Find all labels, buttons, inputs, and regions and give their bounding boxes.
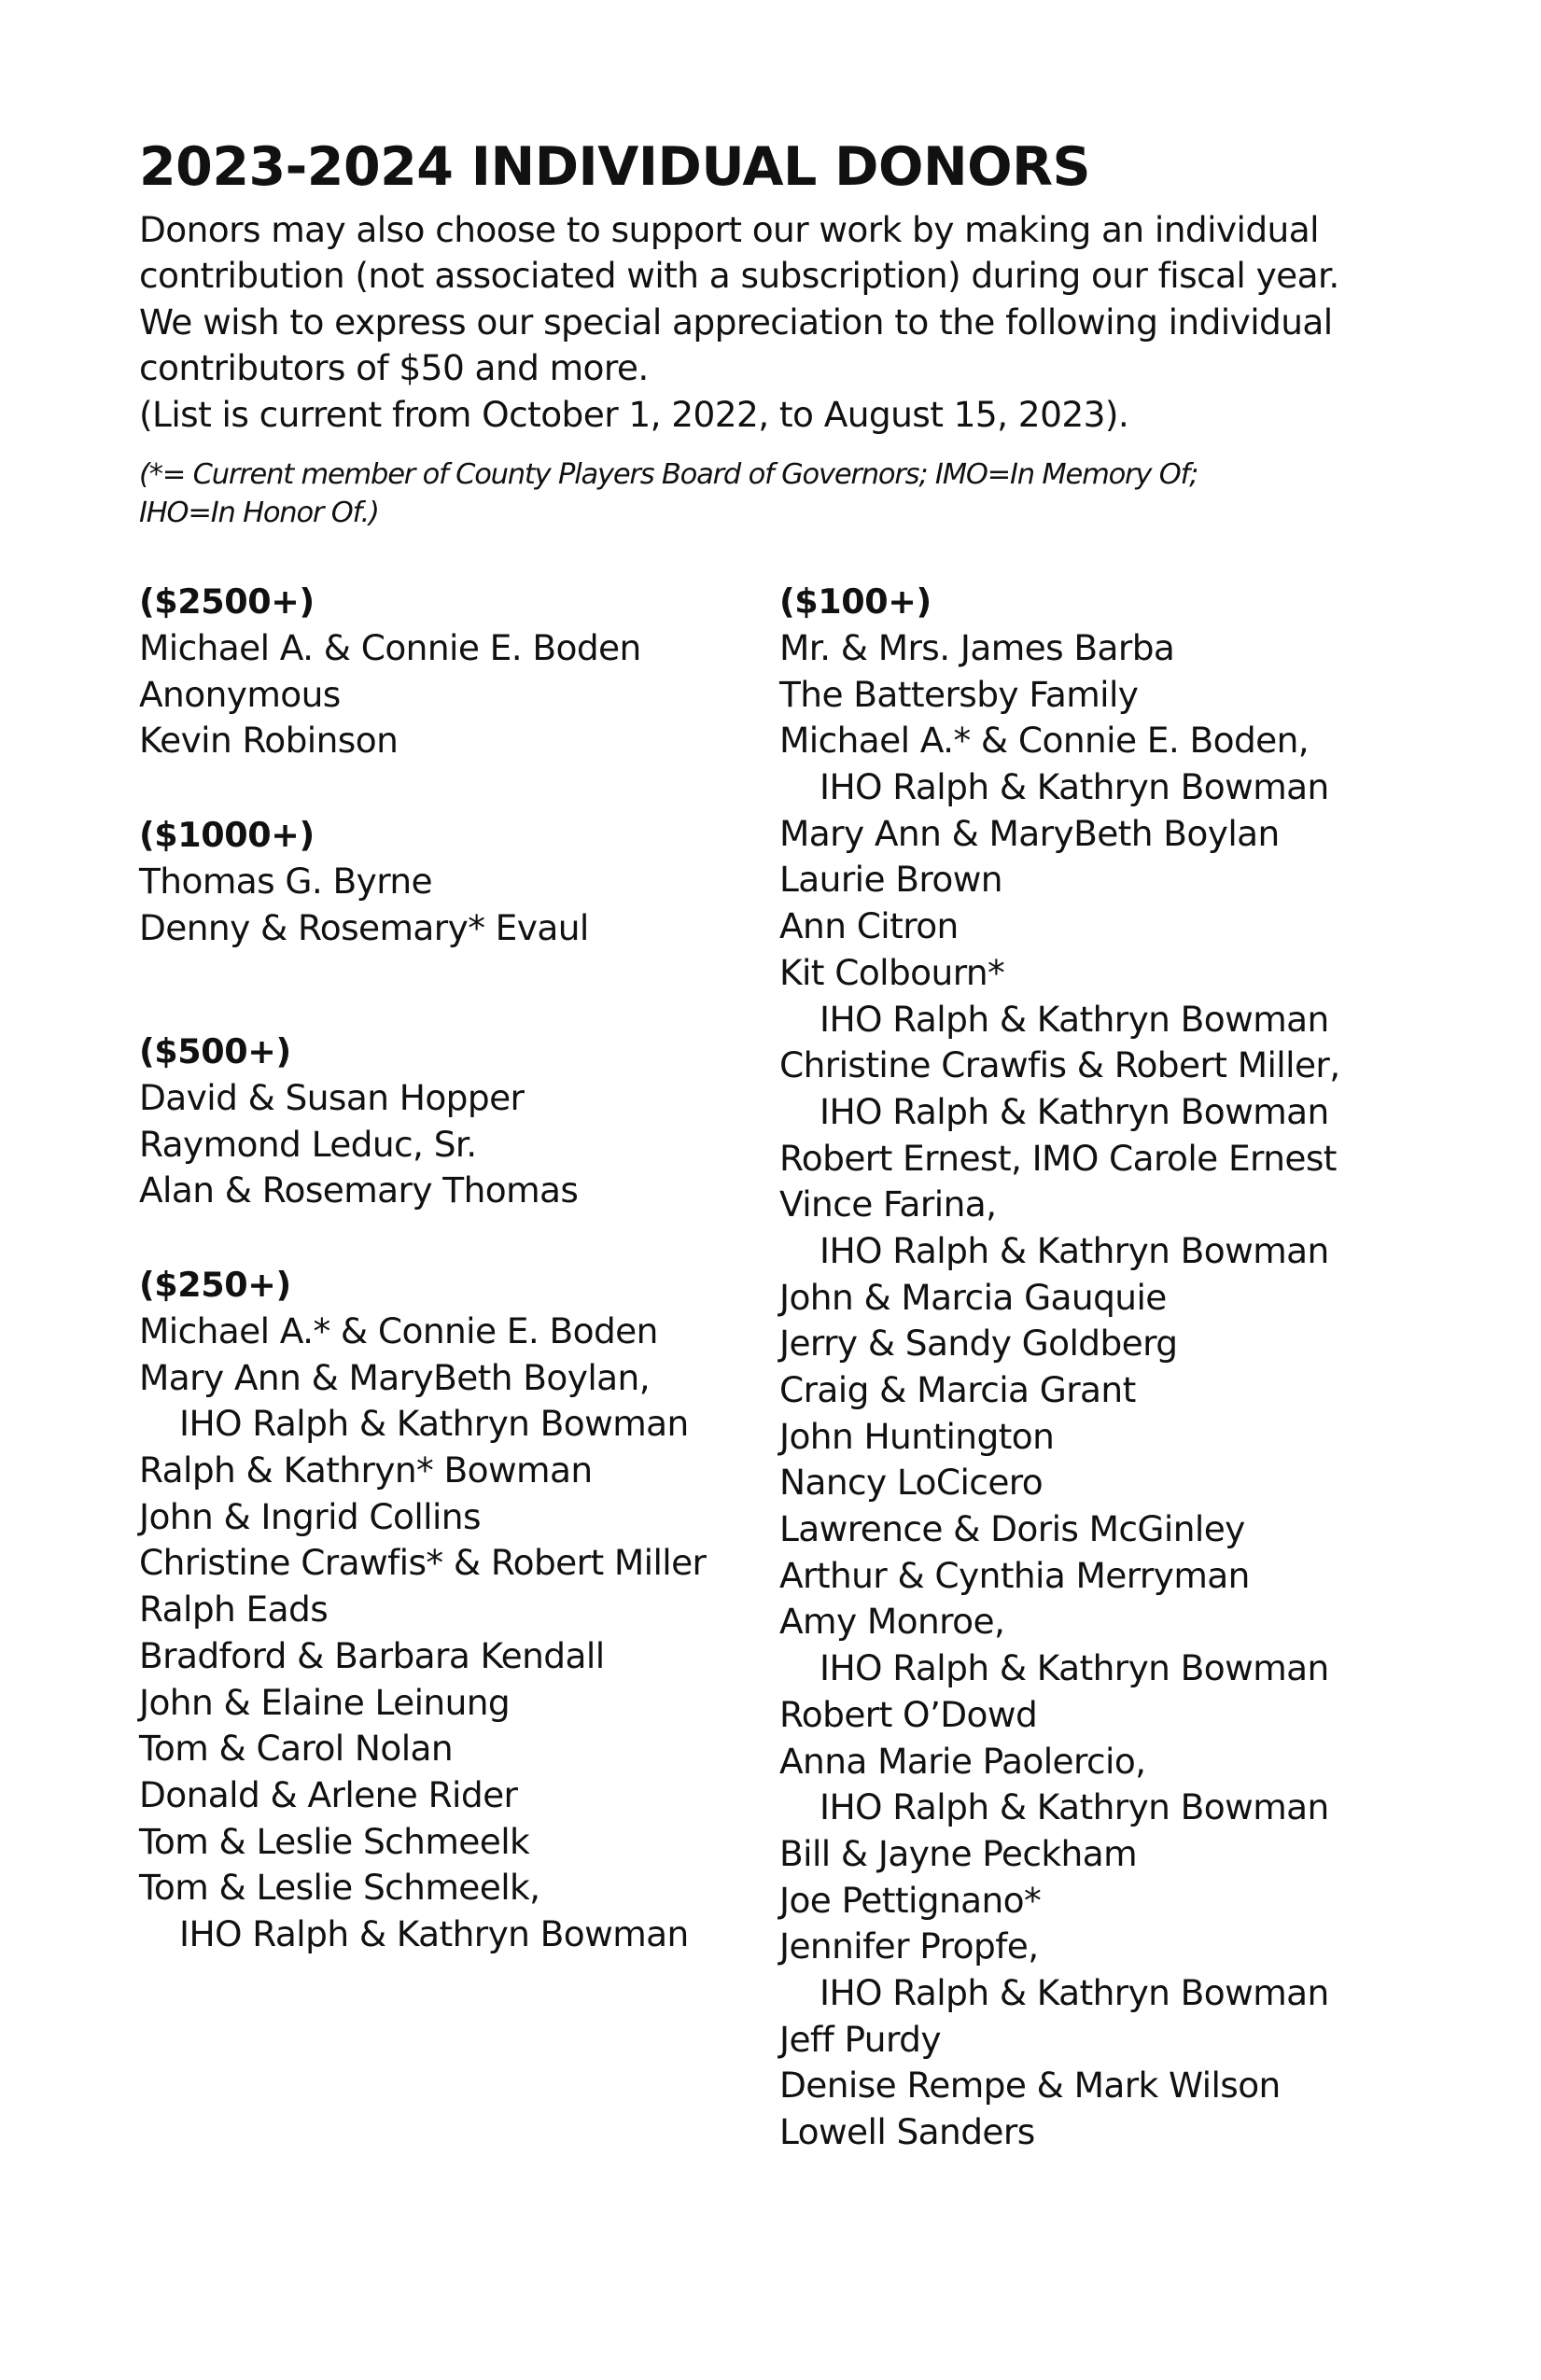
section-title: ($250+) (139, 1265, 291, 1305)
donor-name: Amy Monroe, (779, 1601, 1005, 1643)
donor-name: Vince Farina, (779, 1183, 997, 1225)
donor-entry (139, 1075, 578, 1122)
donor-entry (779, 672, 1340, 719)
honor-note: IHO Ralph & Kathryn Bowman (820, 998, 1329, 1040)
donor-name: Denny & Rosemary* Evaul (139, 906, 589, 948)
section-title: ($500+) (139, 1031, 291, 1071)
donor-name: Christine Crawfis* & Robert Miller (139, 1542, 707, 1584)
donor-entry (779, 1599, 1340, 1645)
donor-entry (139, 1726, 706, 1772)
donor-entry (139, 1680, 706, 1727)
donor-entry (779, 1553, 1340, 1600)
page-title: 2023-2024 INDIVIDUAL DONORS (139, 136, 1091, 198)
honor-note: IHO Ralph & Kathryn Bowman (820, 1786, 1329, 1828)
note-line: IHO=In Honor Of.) (139, 497, 379, 529)
donor-name: Michael A.* & Connie E. Boden, (779, 720, 1310, 762)
donor-entry-note (779, 1089, 1340, 1136)
honor-note: IHO Ralph & Kathryn Bowman (179, 1912, 689, 1954)
donor-entry (139, 1633, 706, 1680)
donor-name: Kit Colbourn* (779, 951, 1005, 993)
donor-name: Donald & Arlene Rider (139, 1773, 518, 1815)
donor-entry-note (779, 1645, 1340, 1692)
donor-name: Tom & Leslie Schmeelk, (139, 1867, 540, 1909)
donor-entry (779, 1182, 1340, 1228)
donor-entry (779, 903, 1340, 950)
donor-entry (139, 625, 641, 672)
donor-name: Alan & Rosemary Thomas (139, 1169, 579, 1211)
donor-entry (779, 718, 1340, 764)
donor-name: Michael A. & Connie E. Boden (139, 627, 641, 668)
donor-entry (779, 2063, 1340, 2109)
donor-name: Christine Crawfis & Robert Miller, (779, 1044, 1340, 1086)
donor-name: Bradford & Barbara Kendall (139, 1634, 605, 1676)
legend-note (139, 455, 1198, 532)
donor-name: John & Ingrid Collins (139, 1495, 481, 1537)
donor-name: Arthur & Cynthia Merryman (779, 1554, 1250, 1596)
donor-name: Robert O’Dowd (779, 1693, 1038, 1735)
section-1000 (139, 812, 589, 951)
section-100 (779, 579, 1340, 2156)
donor-entry (139, 1587, 706, 1633)
donor-entry (139, 1865, 706, 1911)
note-line: (*= Current member of County Players Board of Governors; IMO=In Memory Of; (139, 458, 1198, 491)
donor-entry-note (139, 1911, 706, 1958)
honor-note: IHO Ralph & Kathryn Bowman (820, 766, 1329, 808)
donor-name: Raymond Leduc, Sr. (139, 1123, 477, 1165)
donor-name: Joe Pettignano* (779, 1879, 1042, 1921)
donor-name: Robert Ernest, IMO Carole Ernest (779, 1137, 1337, 1179)
donor-name: Lowell Sanders (779, 2111, 1035, 2152)
donor-entry-note (139, 1401, 706, 1448)
donor-entry (779, 2017, 1340, 2064)
intro-line: We wish to express our special appreciation to the following individual (139, 301, 1333, 343)
donor-entry-note (779, 997, 1340, 1043)
donor-name: Thomas G. Byrne (139, 861, 432, 902)
donor-entry (779, 1136, 1340, 1183)
intro-line: Donors may also choose to support our work by making an individual (139, 209, 1319, 250)
donor-entry (139, 1772, 706, 1819)
donor-entry (779, 2109, 1340, 2156)
donor-entry (139, 1355, 706, 1402)
section-500 (139, 1029, 578, 1214)
donor-list (139, 1075, 578, 1214)
donor-entry (779, 1739, 1340, 1785)
donor-entry (779, 1506, 1340, 1553)
donor-entry (139, 905, 589, 952)
donor-entry (779, 857, 1340, 903)
donor-entry (779, 1924, 1340, 1970)
donor-entry (779, 811, 1340, 858)
donor-entry (779, 1878, 1340, 1925)
donor-entry (139, 859, 589, 905)
honor-note: IHO Ralph & Kathryn Bowman (820, 1090, 1329, 1132)
donor-entry (779, 950, 1340, 997)
intro-line: contributors of $50 and more. (139, 347, 649, 389)
donor-name: John & Elaine Leinung (139, 1681, 511, 1723)
honor-note: IHO Ralph & Kathryn Bowman (820, 1647, 1329, 1689)
donor-list (139, 625, 641, 764)
donor-entry (139, 1819, 706, 1866)
donor-list (779, 625, 1340, 2156)
donor-name: Michael A.* & Connie E. Boden (139, 1310, 658, 1351)
donor-entry (779, 625, 1340, 672)
honor-note: IHO Ralph & Kathryn Bowman (179, 1403, 689, 1445)
donor-entry-note (779, 764, 1340, 811)
donor-list (139, 859, 589, 951)
donor-name: Mary Ann & MaryBeth Boylan (779, 812, 1280, 854)
donor-entry (779, 1367, 1340, 1414)
donor-entry (779, 1275, 1340, 1322)
donor-entry (139, 672, 641, 719)
donor-name: Ralph Eads (139, 1589, 329, 1631)
donor-name: John & Marcia Gauquie (779, 1276, 1167, 1318)
donor-entry-note (779, 1228, 1340, 1275)
donor-entry (779, 1692, 1340, 1739)
donor-name: Mr. & Mrs. James Barba (779, 627, 1175, 668)
donor-name: Bill & Jayne Peckham (779, 1832, 1138, 1874)
donor-name: Jennifer Propfe, (779, 1925, 1039, 1967)
donor-name: Nancy LoCicero (779, 1462, 1044, 1504)
donor-entry (779, 1414, 1340, 1461)
donor-entry (139, 1122, 578, 1169)
donor-entry (779, 1831, 1340, 1878)
donor-name: Anonymous (139, 673, 341, 715)
donor-entry (779, 1460, 1340, 1506)
intro-line: (List is current from October 1, 2022, to August 15, 2023). (139, 393, 1129, 435)
donor-list (139, 1309, 706, 1958)
donor-name: Craig & Marcia Grant (779, 1369, 1136, 1410)
donor-name: Kevin Robinson (139, 720, 399, 762)
donor-name: Lawrence & Doris McGinley (779, 1508, 1245, 1550)
intro-line: contribution (not associated with a subscription) during our fiscal year. (139, 255, 1339, 297)
donor-name: Anna Marie Paolercio, (779, 1740, 1146, 1782)
donor-name: Laurie Brown (779, 859, 1002, 901)
donor-entry (779, 1043, 1340, 1089)
donor-name: Denise Rempe & Mark Wilson (779, 2065, 1281, 2107)
donor-name: John Huntington (779, 1415, 1055, 1457)
donor-entry-note (779, 1970, 1340, 2017)
donor-entry (139, 718, 641, 764)
donor-entry-note (779, 1785, 1340, 1831)
donor-entry (139, 1309, 706, 1355)
donor-entry (779, 1321, 1340, 1367)
donor-name: The Battersby Family (779, 673, 1139, 715)
donor-name: Mary Ann & MaryBeth Boylan, (139, 1356, 651, 1398)
donor-name: Jeff Purdy (779, 2018, 941, 2060)
section-250 (139, 1262, 706, 1958)
honor-note: IHO Ralph & Kathryn Bowman (820, 1229, 1329, 1271)
donor-name: David & Susan Hopper (139, 1077, 525, 1118)
donor-name: Ann Citron (779, 905, 959, 947)
donor-name: Tom & Leslie Schmeelk (139, 1820, 530, 1862)
donor-entry (139, 1540, 706, 1587)
donor-entry (139, 1448, 706, 1494)
donor-entry (139, 1494, 706, 1541)
donor-name: Tom & Carol Nolan (139, 1728, 454, 1770)
honor-note: IHO Ralph & Kathryn Bowman (820, 1971, 1329, 2013)
donor-name: Ralph & Kathryn* Bowman (139, 1449, 593, 1491)
donor-name: Jerry & Sandy Goldberg (779, 1323, 1178, 1365)
section-title: ($2500+) (139, 581, 315, 622)
intro-paragraph (139, 207, 1339, 438)
section-title: ($1000+) (139, 815, 315, 855)
section-2500 (139, 579, 641, 764)
donor-entry (139, 1168, 578, 1214)
section-title: ($100+) (779, 581, 932, 622)
